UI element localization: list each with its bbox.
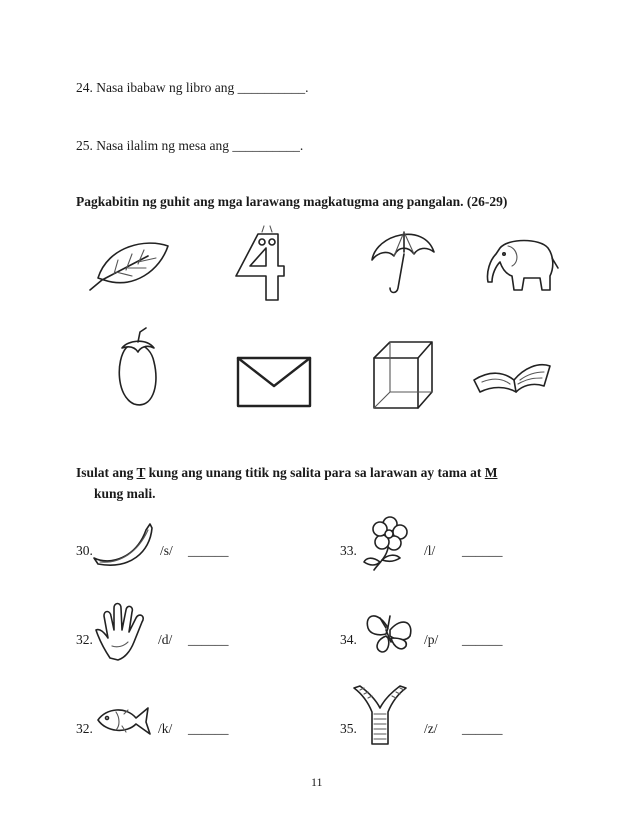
elephant-icon xyxy=(482,234,560,294)
question-24: 24. Nasa ibabaw ng libro ang __________. xyxy=(76,80,309,95)
item-sound: /z/ xyxy=(424,721,438,736)
banana-icon xyxy=(90,522,154,570)
hand-icon xyxy=(94,602,150,662)
leaf-icon xyxy=(88,240,170,292)
question-25: 25. Nasa ilalim ng mesa ang __________. xyxy=(76,138,304,153)
item-number: 33. xyxy=(340,543,357,558)
flower-icon xyxy=(360,512,410,572)
fish-icon xyxy=(94,700,152,740)
item-sound: /l/ xyxy=(424,543,436,558)
answer-blank[interactable]: ______ xyxy=(188,721,229,736)
item-number: 32. xyxy=(76,721,93,736)
eggplant-icon xyxy=(112,326,164,408)
page-number: 11 xyxy=(311,775,323,789)
zipper-icon xyxy=(348,684,412,748)
instruction-letter-m: M xyxy=(484,465,498,480)
item-sound: /p/ xyxy=(424,632,439,647)
umbrella-icon xyxy=(368,226,438,298)
item-sound: /s/ xyxy=(160,543,173,558)
answer-blank[interactable]: ______ xyxy=(188,543,229,558)
item-number: 34. xyxy=(340,632,357,647)
number-four-icon xyxy=(232,226,286,306)
instruction-text-3: kung mali. xyxy=(94,486,156,501)
matching-instruction: Pagkabitin ng guhit ang mga larawang magkatugma ang pangalan. (26-29) xyxy=(76,194,508,209)
envelope-icon xyxy=(236,356,312,408)
letter-check-instruction xyxy=(76,462,566,504)
instruction-text-1: Isulat ang xyxy=(76,465,137,480)
open-book-icon xyxy=(472,350,552,396)
butterfly-icon xyxy=(364,608,414,656)
answer-blank[interactable]: ______ xyxy=(462,632,503,647)
item-sound: /d/ xyxy=(158,632,173,647)
answer-blank[interactable]: ______ xyxy=(462,721,503,736)
item-number: 30. xyxy=(76,543,93,558)
instruction-letter-t: T xyxy=(136,465,146,480)
answer-blank[interactable]: ______ xyxy=(188,632,229,647)
answer-blank[interactable]: ______ xyxy=(462,543,503,558)
item-sound: /k/ xyxy=(158,721,173,736)
item-number: 35. xyxy=(340,721,357,736)
instruction-text-2: kung ang unang titik ng salita para sa larawan ay tama at xyxy=(145,465,485,480)
cube-icon xyxy=(370,340,436,412)
item-number: 32. xyxy=(76,632,93,647)
